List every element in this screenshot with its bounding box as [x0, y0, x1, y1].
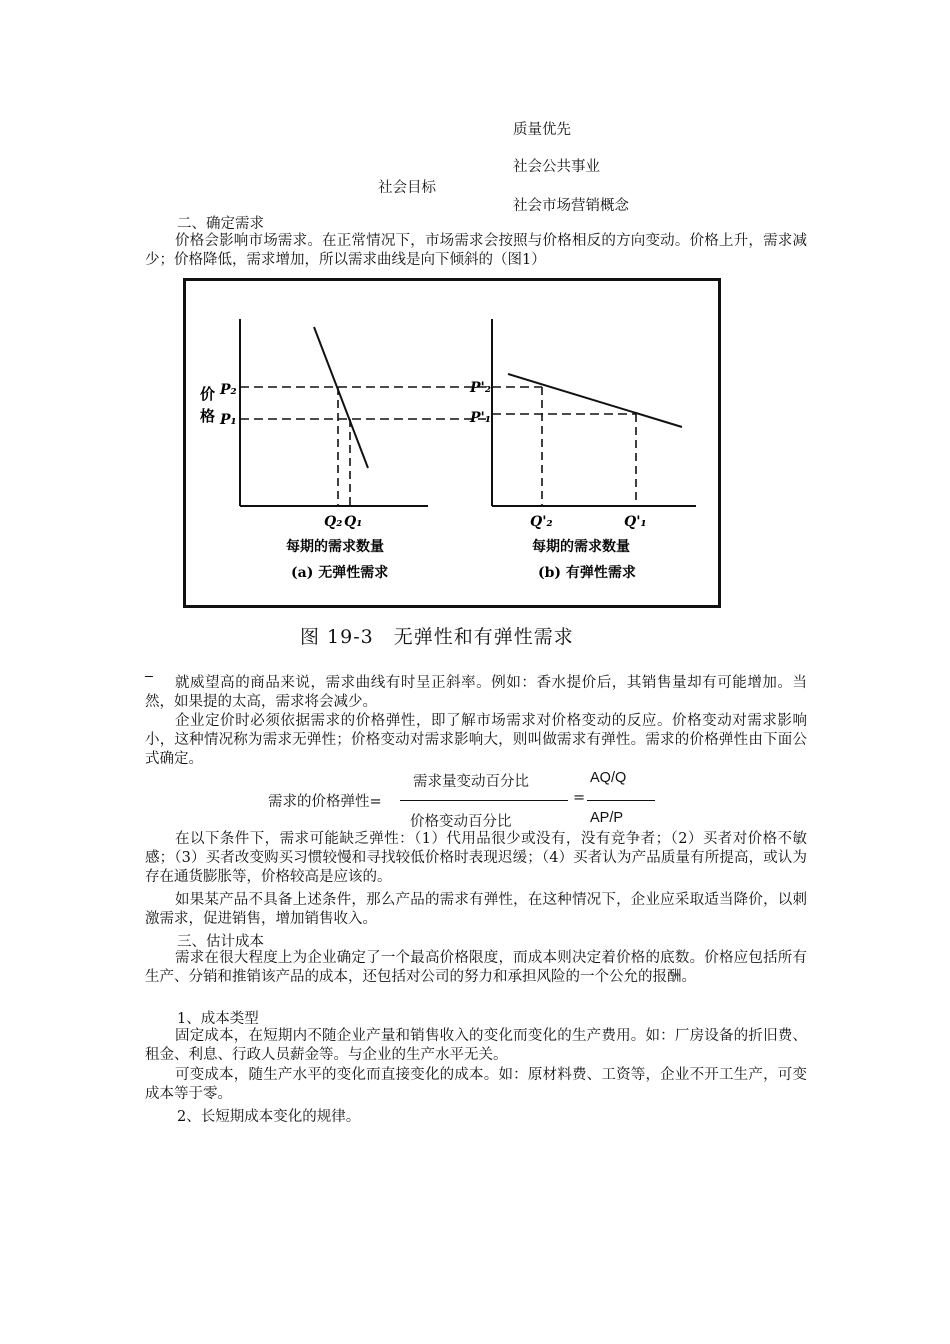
price-label-2: 格 [200, 407, 216, 425]
right-p2-label: P'₂ [470, 380, 491, 396]
heading-cost-rule: 2、长短期成本变化的规律。 [177, 1109, 361, 1125]
formula-fraction-line-1 [400, 800, 568, 801]
formula-equals: = [573, 790, 586, 806]
formula-numerator-symbol: AQ/Q [590, 770, 627, 786]
left-sublabel: (a) 无弹性需求 [291, 565, 389, 581]
price-label-1: 价 [200, 385, 216, 403]
right-demand-curve [508, 374, 682, 427]
left-p2-label: P₂ [220, 382, 237, 398]
paragraph-inelastic-conditions: 在以下条件下，需求可能缺乏弹性：（1）代用品很少或没有，没有竞争者；（2）买者对价格不敏感；（3）买者改变购买习惯较慢和寻找较低价格时表现迟缓；（4）买者认为产品质量有所提高，或认为存在通货膨胀等，价格较高是应该的。 [145, 831, 807, 885]
formula-numerator-text: 需求量变动百分比 [413, 774, 529, 790]
heading-cost-types: 1、成本类型 [177, 1011, 259, 1027]
formula-lhs: 需求的价格弹性= [268, 794, 382, 810]
list-item-social-marketing: 社会市场营销概念 [513, 198, 629, 214]
social-goal-label: 社会目标 [378, 180, 436, 196]
paragraph-variable-cost: 可变成本，随生产水平的变化而直接变化的成本。如：原材料费、工资等，企业不开工生产，可变成本等于零。 [145, 1067, 807, 1102]
section-heading-demand: 二、确定需求 [177, 216, 264, 232]
figure-graphic [186, 281, 718, 605]
right-q1-label: Q'₁ [624, 514, 647, 530]
right-q2-label: Q'₂ [530, 514, 553, 530]
formula-denominator-text: 价格变动百分比 [410, 814, 512, 830]
paragraph-prestige-goods: 就威望高的商品来说，需求曲线有时呈正斜率。例如：香水提价后，其销售量却有可能增加。当然，如果提的太高，需求将会减少。 [145, 675, 807, 710]
formula-fraction-line-2 [587, 800, 655, 801]
left-x-axis-label: 每期的需求数量 [286, 539, 384, 555]
left-p1-label: P₁ [220, 412, 237, 428]
paragraph-cost: 需求在很大程度上为企业确定了一个最高价格限度，而成本则决定着价格的底数。价格应包括所有生产、分销和推销该产品的成本，还包括对公司的努力和承担风险的一个公允的报酬。 [145, 950, 807, 985]
right-p1-label: P'₁ [470, 410, 491, 426]
paragraph-elasticity: 企业定价时必须依据需求的价格弹性，即了解市场需求对价格变动的反应。价格变动对需求影响小，这种情况称为需求无弹性；价格变动对需求影响大，则叫做需求有弹性。需求的价格弹性由下面公式确定。 [145, 713, 807, 767]
left-demand-curve [314, 327, 368, 468]
paragraph-demand: 价格会影响市场需求。在正常情况下，市场需求会按照与价格相反的方向变动。价格上升，需求减少；价格降低，需求增加，所以需求曲线是向下倾斜的（图1） [145, 233, 807, 268]
left-q2-label: Q₂ [324, 514, 343, 530]
figure-caption: 图 19-3 无弹性和有弹性需求 [300, 626, 574, 648]
right-sublabel: (b) 有弹性需求 [538, 565, 636, 581]
left-q1-label: Q₁ [344, 514, 363, 530]
list-item-public-service: 社会公共事业 [513, 159, 600, 175]
section-heading-cost: 三、估计成本 [177, 934, 264, 950]
right-x-axis-label: 每期的需求数量 [532, 539, 630, 555]
paragraph-fixed-cost: 固定成本，在短期内不随企业产量和销售收入的变化而变化的生产费用。如：厂房设备的折旧费、租金、利息、行政人员薪金等。与企业的生产水平无关。 [145, 1028, 807, 1063]
paragraph-elastic-pricing: 如果某产品不具备上述条件，那么产品的需求有弹性，在这种情况下，企业应采取适当降价，以刺激需求，促进销售，增加销售收入。 [145, 892, 807, 927]
demand-elasticity-figure [183, 278, 721, 608]
formula-denominator-symbol: AP/P [590, 810, 624, 826]
list-item-quality-first: 质量优先 [513, 122, 571, 138]
